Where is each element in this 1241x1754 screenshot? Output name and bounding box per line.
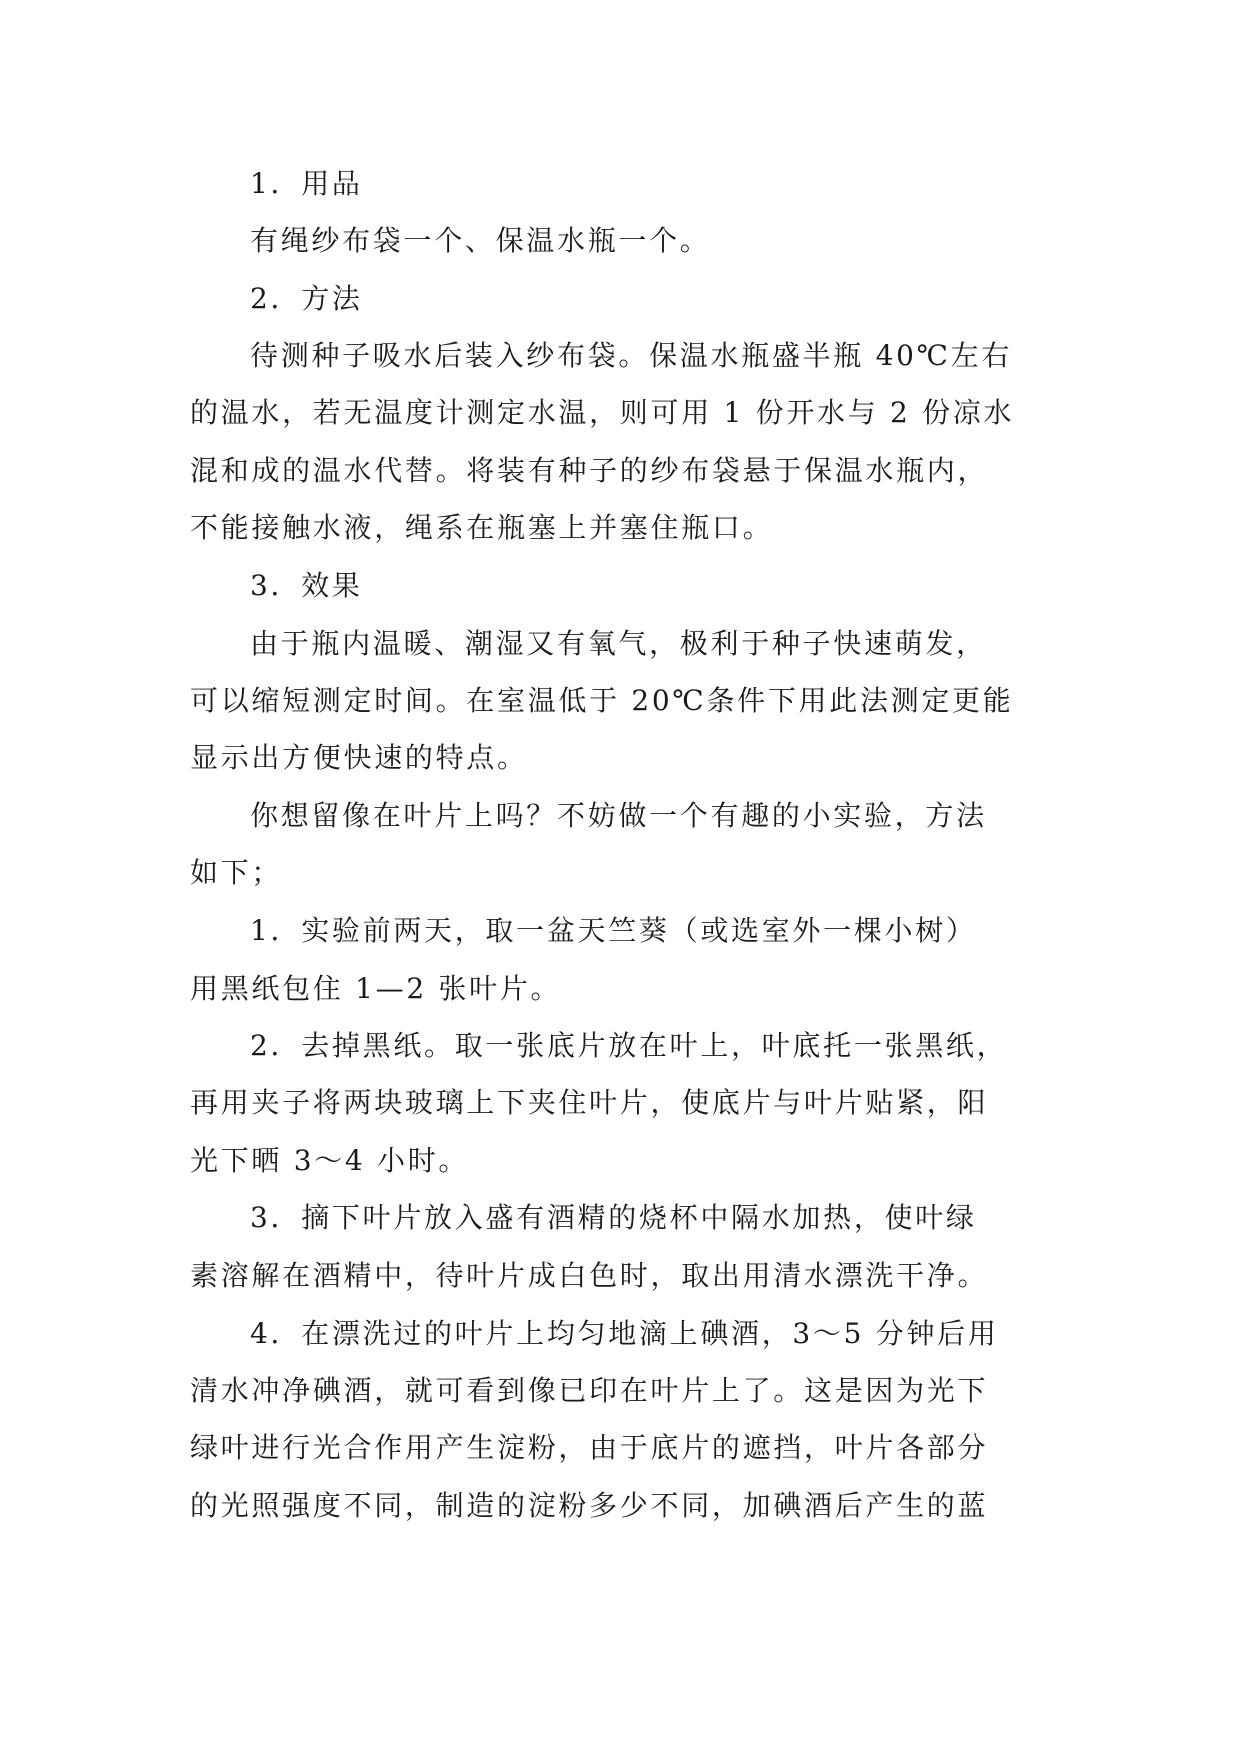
paragraph-line: 清水冲净碘酒，就可看到像已印在叶片上了。这是因为光下 [190,1374,989,1407]
paragraph-line: 不能接触水液，绳系在瓶塞上并塞住瓶口。 [190,511,774,544]
paragraph-line: 绿叶进行光合作用产生淀粉，由于底片的遮挡，叶片各部分 [190,1431,989,1464]
step-2: 2．去掉黑纸。取一张底片放在叶上，叶底托一张黑纸， [250,1029,1008,1062]
step-4: 4．在漂洗过的叶片上均匀地滴上碘酒，3～5 分钟后用 [250,1317,999,1350]
paragraph-line: 你想留像在叶片上吗？不妨做一个有趣的小实验，方法 [250,799,987,832]
paragraph-line: 混和成的温水代替。将装有种子的纱布袋悬于保温水瓶内， [190,454,989,487]
paragraph-line: 显示出方便快速的特点。 [190,741,528,774]
heading-supplies: 1．用品 [250,167,363,200]
paragraph-line: 由于瓶内温暖、潮湿又有氧气，极利于种子快速萌发， [250,627,987,660]
step-3: 3．摘下叶片放入盛有酒精的烧杯中隔水加热，使叶绿 [250,1201,977,1234]
step-1: 1．实验前两天，取一盆天竺葵（或选室外一棵小树） [250,914,977,947]
paragraph-line: 如下； [190,856,283,889]
paragraph-line: 可以缩短测定时间。在室温低于 20℃条件下用此法测定更能 [190,684,1014,717]
paragraph-line: 素溶解在酒精中，待叶片成白色时，取出用清水漂洗干净。 [190,1259,989,1292]
paragraph-line: 的温水，若无温度计测定水温，则可用 1 份开水与 2 份凉水 [190,396,1015,429]
paragraph-line: 再用夹子将两块玻璃上下夹住叶片，使底片与叶片贴紧，阳 [190,1086,989,1119]
paragraph-line: 光下晒 3～4 小时。 [190,1144,470,1177]
paragraph-line: 有绳纱布袋一个、保温水瓶一个。 [250,224,711,257]
heading-method: 2．方法 [250,282,363,315]
paragraph-line: 的光照强度不同，制造的淀粉多少不同，加碘酒后产生的蓝 [190,1489,989,1522]
heading-effect: 3．效果 [250,569,363,602]
paragraph-line: 待测种子吸水后装入纱布袋。保温水瓶盛半瓶 40℃左右 [250,339,1013,372]
paragraph-line: 用黑纸包住 1—2 张叶片。 [190,972,562,1005]
